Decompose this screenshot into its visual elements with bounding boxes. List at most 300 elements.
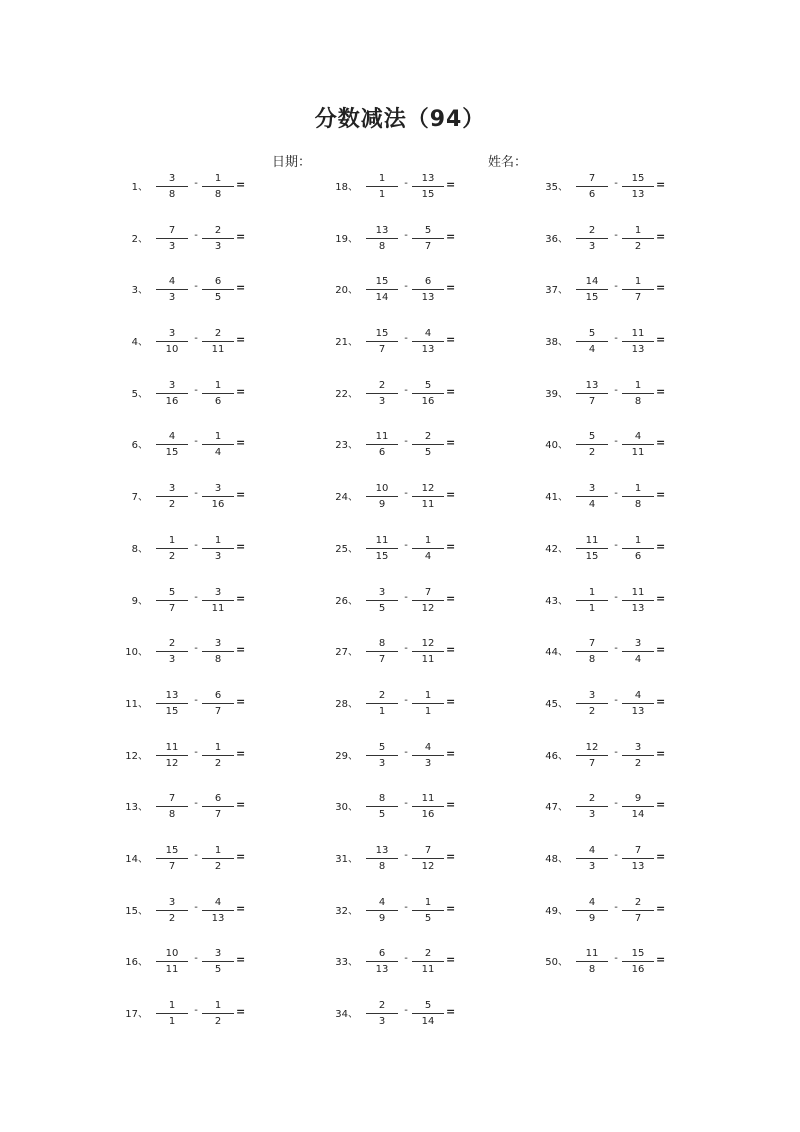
denominator: 9 — [378, 499, 386, 511]
subtrahend-fraction — [412, 586, 444, 615]
subtrahend-fraction — [202, 327, 234, 356]
problem-number: 8、 — [131, 543, 148, 555]
problem-item — [528, 677, 768, 729]
denominator: 16 — [211, 499, 225, 511]
subtrahend-fraction — [412, 792, 444, 821]
minus-sign: - — [404, 539, 408, 551]
problem-item — [108, 212, 348, 264]
denominator: 6 — [214, 395, 222, 407]
minus-sign: - — [404, 229, 408, 241]
minus-sign: - — [614, 488, 618, 500]
minus-sign: - — [194, 643, 198, 655]
numerator: 3 — [202, 482, 234, 497]
numerator: 2 — [622, 896, 654, 911]
minus-sign: - — [194, 953, 198, 965]
denominator: 6 — [588, 189, 596, 200]
minuend-fraction — [576, 741, 608, 770]
problem-number: 44、 — [545, 647, 568, 659]
equals-sign: = — [236, 281, 246, 295]
numerator: 5 — [412, 999, 444, 1014]
problem-number: 40、 — [545, 440, 568, 452]
minuend-fraction — [576, 637, 608, 666]
problem-number: 32、 — [335, 905, 358, 917]
minus-sign: - — [404, 694, 408, 706]
numerator: 2 — [412, 430, 444, 445]
numerator: 13 — [576, 379, 608, 394]
minus-sign: - — [614, 746, 618, 758]
denominator: 8 — [214, 654, 222, 666]
equals-sign: = — [236, 488, 246, 502]
subtrahend-fraction — [622, 792, 654, 821]
numerator: 3 — [366, 586, 398, 601]
denominator: 7 — [634, 292, 642, 304]
subtrahend-fraction — [622, 896, 654, 925]
numerator: 1 — [622, 534, 654, 549]
problem-number: 38、 — [545, 337, 568, 349]
denominator: 15 — [165, 447, 179, 459]
problem-item — [318, 884, 558, 936]
minuend-fraction — [366, 947, 398, 976]
numerator: 3 — [156, 327, 188, 342]
denominator: 13 — [421, 292, 435, 304]
denominator: 13 — [375, 964, 389, 976]
equals-sign: = — [236, 591, 246, 605]
minuend-fraction — [156, 689, 188, 718]
denominator: 16 — [421, 809, 435, 821]
numerator: 3 — [622, 741, 654, 756]
denominator: 1 — [168, 1016, 176, 1027]
equals-sign: = — [656, 849, 666, 863]
minuend-fraction — [576, 947, 608, 976]
subtrahend-fraction — [412, 896, 444, 925]
subtrahend-fraction — [202, 482, 234, 511]
minuend-fraction — [156, 844, 188, 873]
minuend-fraction — [156, 275, 188, 304]
numerator: 3 — [622, 637, 654, 652]
subtrahend-fraction — [622, 224, 654, 253]
problem-number: 25、 — [335, 543, 358, 555]
denominator: 2 — [168, 912, 176, 924]
subtrahend-fraction — [412, 689, 444, 718]
problem-column-2 — [318, 160, 558, 1039]
subtrahend-fraction — [202, 844, 234, 873]
denominator: 14 — [375, 292, 389, 304]
numerator: 3 — [576, 689, 608, 704]
minus-sign: - — [194, 901, 198, 913]
problem-item — [108, 263, 348, 315]
problem-item — [528, 160, 768, 212]
problem-item — [528, 470, 768, 522]
minus-sign: - — [194, 333, 198, 345]
denominator: 7 — [378, 344, 386, 356]
subtrahend-fraction — [412, 224, 444, 253]
numerator: 11 — [156, 741, 188, 756]
denominator: 7 — [168, 602, 176, 614]
problem-item — [318, 212, 558, 264]
numerator: 4 — [622, 689, 654, 704]
numerator: 1 — [622, 482, 654, 497]
numerator: 8 — [366, 792, 398, 807]
numerator: 1 — [622, 379, 654, 394]
minuend-fraction — [156, 224, 188, 253]
numerator: 5 — [576, 327, 608, 342]
equals-sign: = — [656, 746, 666, 760]
equals-sign: = — [656, 281, 666, 295]
denominator: 16 — [631, 964, 645, 976]
problem-column-1 — [108, 160, 348, 1039]
equals-sign: = — [656, 591, 666, 605]
numerator: 6 — [412, 275, 444, 290]
problem-number: 48、 — [545, 853, 568, 865]
minuend-fraction — [366, 896, 398, 925]
equals-sign: = — [236, 539, 246, 553]
numerator: 15 — [366, 327, 398, 342]
problem-item — [528, 574, 768, 626]
minuend-fraction — [576, 327, 608, 356]
denominator: 3 — [378, 395, 386, 407]
problem-item — [318, 987, 558, 1039]
equals-sign: = — [236, 178, 246, 191]
problem-number: 12、 — [125, 750, 148, 762]
subtrahend-fraction — [412, 327, 444, 356]
minus-sign: - — [194, 798, 198, 810]
problem-item — [108, 418, 348, 470]
problem-number: 43、 — [545, 595, 568, 607]
denominator: 5 — [378, 602, 386, 614]
problem-number: 46、 — [545, 750, 568, 762]
numerator: 5 — [412, 379, 444, 394]
equals-sign: = — [656, 178, 666, 191]
equals-sign: = — [446, 746, 456, 760]
problem-number: 27、 — [335, 647, 358, 659]
numerator: 2 — [576, 224, 608, 239]
minus-sign: - — [614, 436, 618, 448]
subtrahend-fraction — [412, 637, 444, 666]
problem-item — [108, 884, 348, 936]
denominator: 5 — [424, 447, 432, 459]
problem-item — [318, 470, 558, 522]
denominator: 3 — [424, 757, 432, 769]
denominator: 15 — [585, 550, 599, 562]
minus-sign: - — [404, 798, 408, 810]
numerator: 11 — [412, 792, 444, 807]
minuend-fraction — [366, 379, 398, 408]
minuend-fraction — [366, 327, 398, 356]
minus-sign: - — [614, 953, 618, 965]
numerator: 7 — [576, 637, 608, 652]
subtrahend-fraction — [202, 637, 234, 666]
equals-sign: = — [656, 488, 666, 502]
minus-sign: - — [194, 281, 198, 293]
minus-sign: - — [614, 229, 618, 241]
minus-sign: - — [194, 1005, 198, 1016]
problem-item — [318, 574, 558, 626]
minuend-fraction — [156, 379, 188, 408]
equals-sign: = — [656, 333, 666, 347]
minus-sign: - — [614, 333, 618, 345]
numerator: 7 — [622, 844, 654, 859]
numerator: 7 — [412, 844, 444, 859]
denominator: 9 — [588, 912, 596, 924]
numerator: 1 — [202, 741, 234, 756]
numerator: 12 — [576, 741, 608, 756]
equals-sign: = — [656, 901, 666, 915]
minus-sign: - — [194, 539, 198, 551]
numerator: 3 — [202, 586, 234, 601]
minuend-fraction — [156, 637, 188, 666]
subtrahend-fraction — [412, 430, 444, 459]
equals-sign: = — [236, 901, 246, 915]
problem-item — [528, 418, 768, 470]
problem-number: 41、 — [545, 492, 568, 504]
denominator: 1 — [424, 705, 432, 717]
denominator: 4 — [424, 550, 432, 562]
problem-number: 13、 — [125, 802, 148, 814]
numerator: 1 — [202, 534, 234, 549]
problem-column-3 — [528, 160, 768, 987]
minuend-fraction — [576, 534, 608, 563]
numerator: 3 — [202, 947, 234, 962]
problem-item — [108, 729, 348, 781]
numerator: 11 — [576, 534, 608, 549]
minuend-fraction — [576, 844, 608, 873]
equals-sign: = — [446, 798, 456, 812]
problem-item — [318, 935, 558, 987]
equals-sign: = — [656, 694, 666, 708]
minus-sign: - — [404, 901, 408, 913]
numerator: 1 — [576, 586, 608, 601]
subtrahend-fraction — [622, 947, 654, 976]
denominator: 7 — [424, 240, 432, 252]
problem-number: 16、 — [125, 957, 148, 969]
equals-sign: = — [446, 178, 456, 191]
minuend-fraction — [366, 430, 398, 459]
numerator: 1 — [622, 275, 654, 290]
subtrahend-fraction — [202, 947, 234, 976]
minus-sign: - — [194, 591, 198, 603]
problem-number: 35、 — [545, 182, 568, 193]
minuend-fraction — [156, 947, 188, 976]
numerator: 2 — [412, 947, 444, 962]
minuend-fraction — [366, 741, 398, 770]
denominator: 16 — [421, 395, 435, 407]
numerator: 2 — [202, 327, 234, 342]
problem-number: 17、 — [125, 1009, 148, 1020]
numerator: 3 — [156, 896, 188, 911]
denominator: 3 — [214, 550, 222, 562]
denominator: 3 — [168, 292, 176, 304]
denominator: 4 — [634, 654, 642, 666]
problem-item — [528, 315, 768, 367]
minus-sign: - — [614, 384, 618, 396]
minuend-fraction — [366, 586, 398, 615]
problem-item — [108, 574, 348, 626]
numerator: 7 — [576, 172, 608, 187]
minuend-fraction — [366, 172, 398, 201]
numerator: 11 — [622, 586, 654, 601]
numerator: 2 — [366, 999, 398, 1014]
problem-item — [318, 729, 558, 781]
denominator: 2 — [168, 499, 176, 511]
numerator: 1 — [202, 172, 234, 187]
problem-number: 30、 — [335, 802, 358, 814]
denominator: 6 — [378, 447, 386, 459]
denominator: 11 — [165, 964, 179, 976]
problem-item — [318, 315, 558, 367]
problem-number: 14、 — [125, 853, 148, 865]
subtrahend-fraction — [622, 482, 654, 511]
problem-item — [108, 987, 348, 1039]
minus-sign: - — [404, 746, 408, 758]
denominator: 13 — [211, 912, 225, 924]
numerator: 4 — [576, 844, 608, 859]
denominator: 11 — [421, 654, 435, 666]
minuend-fraction — [366, 637, 398, 666]
denominator: 1 — [378, 705, 386, 717]
subtrahend-fraction — [622, 430, 654, 459]
subtrahend-fraction — [622, 689, 654, 718]
numerator: 3 — [156, 172, 188, 187]
denominator: 3 — [588, 860, 596, 872]
problem-item — [108, 315, 348, 367]
numerator: 2 — [366, 379, 398, 394]
minus-sign: - — [614, 849, 618, 861]
equals-sign: = — [446, 643, 456, 657]
denominator: 7 — [168, 860, 176, 872]
minus-sign: - — [404, 333, 408, 345]
minus-sign: - — [194, 436, 198, 448]
minuend-fraction — [156, 172, 188, 201]
problem-item — [108, 470, 348, 522]
numerator: 15 — [622, 947, 654, 962]
minus-sign: - — [614, 178, 618, 189]
equals-sign: = — [656, 436, 666, 450]
problem-number: 50、 — [545, 957, 568, 969]
denominator: 11 — [631, 447, 645, 459]
problem-item — [318, 522, 558, 574]
equals-sign: = — [236, 436, 246, 450]
denominator: 8 — [378, 860, 386, 872]
numerator: 3 — [202, 637, 234, 652]
equals-sign: = — [446, 849, 456, 863]
problem-number: 7、 — [131, 492, 148, 504]
problem-number: 20、 — [335, 285, 358, 297]
problem-item — [528, 212, 768, 264]
minuend-fraction — [366, 792, 398, 821]
minuend-fraction — [576, 379, 608, 408]
denominator: 11 — [211, 602, 225, 614]
minuend-fraction — [576, 792, 608, 821]
problem-number: 23、 — [335, 440, 358, 452]
subtrahend-fraction — [412, 999, 444, 1028]
subtrahend-fraction — [202, 689, 234, 718]
problem-item — [318, 780, 558, 832]
denominator: 8 — [588, 654, 596, 666]
problem-number: 39、 — [545, 388, 568, 400]
subtrahend-fraction — [202, 224, 234, 253]
equals-sign: = — [656, 798, 666, 812]
subtrahend-fraction — [412, 534, 444, 563]
numerator: 11 — [366, 430, 398, 445]
subtrahend-fraction — [412, 844, 444, 873]
equals-sign: = — [446, 591, 456, 605]
equals-sign: = — [656, 953, 666, 967]
minus-sign: - — [614, 643, 618, 655]
problem-number: 24、 — [335, 492, 358, 504]
numerator: 2 — [576, 792, 608, 807]
equals-sign: = — [446, 384, 456, 398]
numerator: 14 — [576, 275, 608, 290]
problem-number: 22、 — [335, 388, 358, 400]
denominator: 8 — [214, 189, 222, 200]
denominator: 10 — [165, 344, 179, 356]
denominator: 6 — [634, 550, 642, 562]
numerator: 15 — [156, 844, 188, 859]
equals-sign: = — [236, 746, 246, 760]
denominator: 2 — [214, 757, 222, 769]
denominator: 2 — [634, 757, 642, 769]
numerator: 4 — [366, 896, 398, 911]
minus-sign: - — [404, 384, 408, 396]
problem-item — [108, 367, 348, 419]
equals-sign: = — [446, 488, 456, 502]
numerator: 3 — [576, 482, 608, 497]
problem-number: 2、 — [131, 233, 148, 245]
minuend-fraction — [156, 586, 188, 615]
minuend-fraction — [156, 482, 188, 511]
numerator: 6 — [202, 689, 234, 704]
numerator: 4 — [202, 896, 234, 911]
problem-item — [528, 367, 768, 419]
denominator: 15 — [585, 292, 599, 304]
subtrahend-fraction — [412, 172, 444, 201]
equals-sign: = — [446, 953, 456, 967]
subtrahend-fraction — [202, 275, 234, 304]
subtrahend-fraction — [622, 586, 654, 615]
denominator: 13 — [631, 189, 645, 200]
minuend-fraction — [156, 999, 188, 1028]
minus-sign: - — [614, 798, 618, 810]
minus-sign: - — [194, 694, 198, 706]
name-label: 姓名： — [488, 155, 528, 170]
numerator: 1 — [412, 896, 444, 911]
denominator: 13 — [631, 602, 645, 614]
numerator: 6 — [366, 947, 398, 962]
equals-sign: = — [236, 384, 246, 398]
equals-sign: = — [656, 384, 666, 398]
denominator: 15 — [421, 189, 435, 200]
equals-sign: = — [656, 229, 666, 243]
minus-sign: - — [404, 953, 408, 965]
minus-sign: - — [614, 694, 618, 706]
subtrahend-fraction — [622, 741, 654, 770]
minuend-fraction — [156, 792, 188, 821]
numerator: 11 — [576, 947, 608, 962]
equals-sign: = — [236, 694, 246, 708]
denominator: 4 — [588, 344, 596, 356]
numerator: 10 — [156, 947, 188, 962]
subtrahend-fraction — [412, 379, 444, 408]
denominator: 14 — [421, 1016, 435, 1027]
problem-number: 5、 — [131, 388, 148, 400]
equals-sign: = — [446, 901, 456, 915]
problem-number: 33、 — [335, 957, 358, 969]
minuend-fraction — [156, 741, 188, 770]
numerator: 1 — [202, 844, 234, 859]
problem-item — [318, 832, 558, 884]
subtrahend-fraction — [622, 275, 654, 304]
denominator: 2 — [214, 860, 222, 872]
